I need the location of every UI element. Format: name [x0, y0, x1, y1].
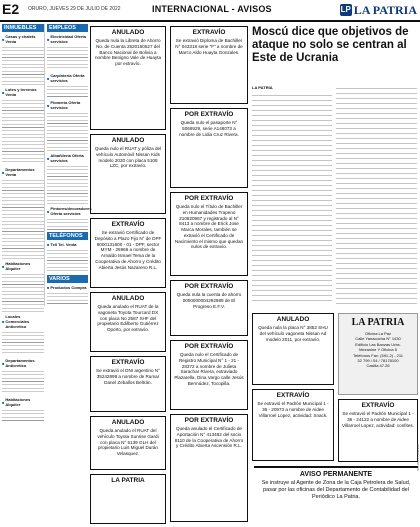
article-text: [336, 85, 417, 307]
ad-box: [90, 356, 166, 412]
category-productos: ■ Productos Compra: [47, 285, 88, 290]
la-patria-office-box: [338, 313, 418, 395]
ad-body: Se extravió Certificado de Depósito a Plazo Fijo N° de DPF 6000131600 - 01 - DPF, sector MYM - 25966 a nombre de Arnaldo Ismael Tema de la Cooperativa de Ahorro y Crédito Abierta Jesús Nazareno R.L.: [94, 230, 162, 270]
office-detail: Teléfonos Fax: (591-2) - 211: [353, 352, 403, 358]
empleos-header: EMPLEOS: [47, 24, 88, 32]
category-habitaciones-alquiler: ■ Habitaciones Alquiler: [2, 397, 44, 407]
ad-box: [338, 399, 418, 462]
ad-box: [170, 340, 248, 410]
ad-box: [170, 280, 248, 336]
classified-text: [2, 369, 44, 395]
category-habitaciones: ■ Habitaciones Alquiler: [2, 261, 44, 271]
classified-text: [2, 178, 44, 218]
classified-text: [2, 45, 44, 85]
ad-title: ANULADO: [276, 316, 310, 323]
ad-body: Se extravió el Padrón Municipal 1 - 36 - 24122 a nombre de Aidee Villarroel Lopez, actividad: confites.: [342, 411, 414, 428]
ad-body: Queda nulo el RUAT y póliza del vehículo Automóvil Nissan Kids modelo 2020 con placa 5108 LZC, por extravío.: [94, 146, 162, 169]
ad-box: [90, 416, 166, 470]
office-detail: Oficina La Paz: [364, 331, 391, 336]
classifieds-column-1: [2, 24, 44, 423]
ad-box: [170, 192, 248, 276]
ad-body: Se extravió Diploma de Bachiller N° 043318 serie "F" a nombre de Marco Aldo Huayta Gonzales.: [175, 38, 243, 55]
logo-icon: LP: [340, 5, 351, 14]
aviso-body: Se instruye al Agente de Zona de la Caja Petrolera de Salud, pasar por las oficinas del Departamento de Contabilidad del Periódico La Patria.: [261, 480, 411, 500]
article-byline: LA PATRIA: [252, 85, 273, 90]
ad-body: Se extravió el DNI argentino N° 35242899 a nombre de Rumar Danel Zeballos Beltrán.: [96, 368, 160, 385]
category-departamentos: ■ Departamentos Venta: [2, 167, 44, 177]
classified-text: [47, 111, 88, 151]
classified-text: [2, 408, 44, 422]
side-print: ORURO LA PATRIA: [416, 444, 420, 471]
classified-text: [2, 139, 44, 165]
category-locales: ■ Locales Comerciales Anticretico: [2, 314, 44, 329]
category-electricidad: ■ Electricidad Oferta servicios: [47, 34, 88, 44]
ad-box: [90, 134, 166, 214]
ad-title: EXTRAVÍO: [111, 221, 145, 228]
ad-box: [252, 389, 334, 461]
article-headline: Moscú dice que objetivos de ataque no solo se centran al Este de Ucrania: [252, 26, 409, 64]
classified-text: [2, 272, 44, 312]
office-detail: Calle Yanacocha N° 1430: [355, 336, 401, 342]
office-detail: Casilla 47.26: [366, 363, 390, 369]
ad-title: ANULADO: [111, 29, 145, 36]
ad-body: Queda anulado el Certificado de Aportación N° 413482 del socio 8110 de la Cooperativa de Ahorro y Crédito Abierta Ascensión R.L.: [174, 426, 244, 449]
ad-body: Queda nulo el Certificado de Registro Municipal N° 1 - 21 - 28372 a nombre de Julieta Sarachar Rivera, extraviado Plazarella, Dina Vargo calle Jesús Bermúdez, Tocopilla.: [174, 352, 244, 386]
office-detail: Edificio Las Banzas Urbs.: [355, 341, 401, 347]
ad-title: ANULADO: [111, 137, 145, 144]
classified-text: [2, 98, 44, 138]
classifieds-column-2: [44, 24, 92, 306]
ad-box: [170, 108, 248, 188]
ad-box: [90, 474, 166, 524]
inmuebles-header: INMUEBLES: [2, 24, 44, 32]
ad-box: [252, 313, 334, 385]
ad-title: POR EXTRAVÍO: [184, 417, 234, 424]
category-carpinteria: ■ Carpinteria Oferta servicios: [47, 73, 88, 83]
office-box-details: [339, 331, 417, 369]
ad-title: LA PATRIA: [111, 477, 145, 484]
ad-body: Queda nula la cuenta de ahorro 0000000004292989 de El Progreso E.F.V.: [176, 292, 242, 309]
article-text: [252, 92, 332, 304]
aviso-title: AVISO PERMANENTE: [299, 471, 373, 478]
category-telefonos: ■ Tell Tel. Venta: [47, 242, 88, 247]
classified-text: [2, 219, 44, 259]
ad-body: Queda anulado el RUAT de la vagoneta Toyota Tourcard DX con placa No 2587 XHF del propietario Edilberto Gutiérrez Oporto, por extravío.: [97, 304, 159, 333]
page-number: E2: [2, 1, 20, 17]
ad-body: Se extravió el Padrón Municipal 1 - 36 - 20973 a nombre de Aidee Villarroel Lopez, actividad: Snack.: [257, 401, 329, 418]
ad-title: EXTRAVÍO: [111, 359, 145, 366]
ad-title: EXTRAVÍO: [361, 402, 395, 409]
ad-title: ANULADO: [111, 419, 145, 426]
ad-title: ANULADO: [111, 295, 145, 302]
classified-text: [47, 217, 88, 231]
varios-header: VARIOS: [47, 275, 88, 283]
classified-text: [47, 45, 88, 71]
logo-text: LA PATRIA: [353, 2, 417, 17]
ad-body: Queda nulo el pasaporte N° 5066929, serie A146073 a nombre de Lidia Cruz Rivera.: [179, 120, 239, 137]
ad-title: POR EXTRAVÍO: [184, 283, 234, 290]
category-pintores: ■ Pintores/decoradores Oferta servicios: [47, 206, 88, 216]
category-departamentos-anticretico: ■ Departamentos Anticretico: [2, 358, 44, 368]
office-box-title: LA PATRIA: [351, 317, 405, 328]
classified-text: [47, 291, 88, 305]
ad-body: Queda nula la Libreta de Ahorro No. de Cuenta 2520150527 del Banco Nacional de Bolivia a nombre Benigno Vale de Huayta por extravío.: [94, 38, 162, 67]
ad-title: POR EXTRAVÍO: [184, 343, 234, 350]
telefonos-header: TELÉFONOS: [47, 232, 88, 240]
ad-box: [90, 292, 166, 352]
ad-body: Queda anulado el RUAT del vehículo Toyota Sunrise Gardi con placa N° 5139 GLH del propietario Luis Miguel Durán Velasquez.: [97, 428, 159, 457]
ad-title: POR EXTRAVÍO: [184, 195, 234, 202]
ad-title: POR EXTRAVÍO: [184, 111, 234, 118]
ad-title: EXTRAVÍO: [276, 392, 310, 399]
ad-box: [90, 26, 166, 130]
page-header: [0, 0, 420, 22]
category-casas: ■ Casas y chalets Venta: [2, 34, 44, 44]
classified-text: [47, 248, 88, 274]
ad-title: EXTRAVÍO: [192, 29, 226, 36]
ad-box: [170, 26, 248, 104]
category-albanileria: ■ Albañileria Oferta servicios: [47, 153, 88, 163]
section-title: INTERNACIONAL - AVISOS: [152, 4, 272, 14]
ad-box: [90, 218, 166, 288]
classified-text: [2, 330, 44, 356]
classified-text: [47, 84, 88, 98]
article-column: [252, 85, 332, 307]
ad-box: [170, 414, 248, 522]
aviso-permanente: [254, 466, 418, 524]
office-detail: 32 799 / 04 / 78178100: [357, 357, 399, 363]
article-body: [252, 85, 417, 307]
article-column: [336, 85, 417, 307]
ad-body: Queda nulo el Título de Bachiller en Humanidades Trapeno 210820967 y registrado al N° 8413 a nombre de Erick Jose Marca Morales, también se extravió el Certificado de Nacimiento el mismo que quedan nulos de extravío.: [174, 204, 244, 250]
issue-date: ORURO, JUEVES 29 DE JULIO DE 2022: [28, 6, 121, 12]
ad-body: Queda nula la placa N° 3852 SHU del vehículo vagoneta Nissan Ad modelo 2011, por extravío.: [258, 325, 328, 342]
category-plomeria: ■ Plomeria Oferta servicios: [47, 100, 88, 110]
newspaper-logo: [340, 2, 417, 18]
office-detail: Mezanine Y Oficina 5: [359, 347, 397, 353]
category-lotes: ■ Lotes y terrenos Venta: [2, 87, 44, 97]
classified-text: [47, 164, 88, 204]
